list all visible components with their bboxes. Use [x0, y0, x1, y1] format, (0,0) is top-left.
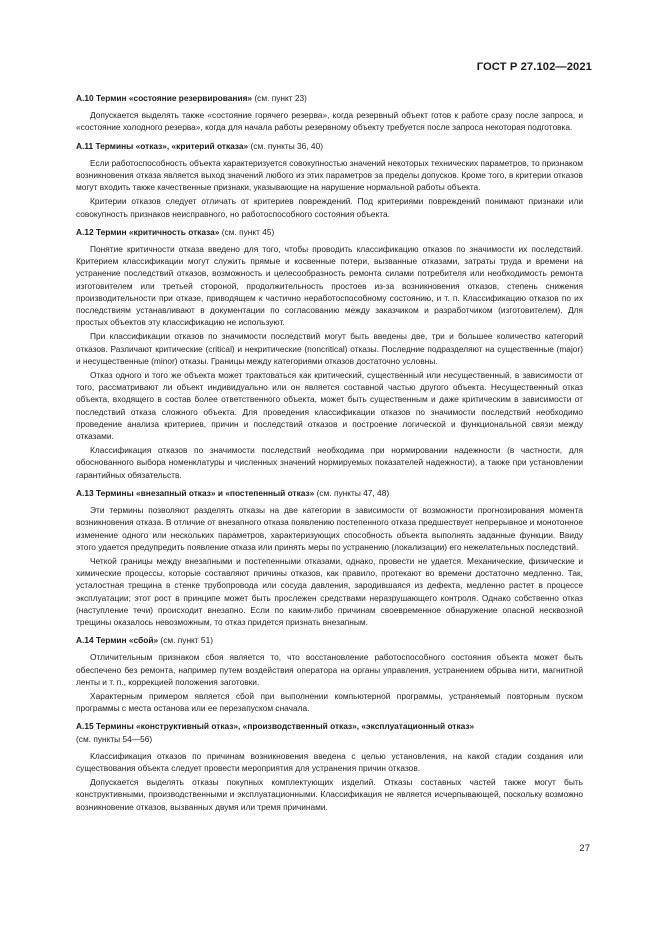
section-a14	[76, 634, 583, 714]
paragraph: Если работоспособность объекта характеризуется совокупностью значений некоторых технических параметров, то признаком возникновения отказа является выход значений любого из этих параметров за пределы допусков. Кроме того, в критерии отказов могут входить также качественные признаки, указывающие на нарушение нормальной работы объекта.	[76, 157, 583, 193]
paragraph: Четкой границы между внезапными и постепенными отказами, однако, провести не удается. Механические, физические и химические процессы, которые составляют причины отказов, как правило, протекают во времени достаточно медленно. Так, усталостная трещина в стенке трубопровода или сосуда давления, зародившаяся из дефекта, медленно растет в процессе эксплуатации; этот рост в принципе может быть прослежен средствами неразрушающего контроля. Однако собственно отказ (наступление течи) происходит внезапно. Если по каким-либо причинам своевременное обнаружение опасной несквозной трещины оказалось невозможным, то отказ придется признать внезапным.	[76, 555, 583, 627]
section-heading	[76, 720, 583, 744]
section-reference: (см. пункты 36, 40)	[248, 140, 323, 151]
section-reference: (см. пункт 45)	[219, 226, 275, 237]
paragraph: Допускается выделять отказы покупных комплектующих изделий. Отказы составных частей также могут быть конструктивными, производственными и эксплуатационными. Классификация не является исчерпывающей, поскольку возможно возникновение отказов, вызванных двумя или тремя причинами.	[76, 777, 583, 812]
section-a13	[76, 487, 583, 628]
paragraph: Критерии отказов следует отличать от критериев повреждений. Под критериями повреждений понимают признаки или совокупность признаков неисправного, но работоспособного состояния объекта.	[76, 196, 583, 219]
section-title: А.11 Термины «отказ», «критерий отказа»	[76, 140, 249, 151]
section-title: А.15 Термины «конструктивный отказ», «производственный отказ», «эксплуатационный отказ»	[76, 721, 475, 732]
document-standard-id: ГОСТ Р 27.102—2021	[476, 61, 592, 73]
paragraph: Понятие критичности отказа введено для того, чтобы проводить классификацию отказов по значимости их последствий. Критерием классификации могут служить прямые и косвенные потери, вызванные отказами, затраты труда и времени на устранение последствий отказов, возможность и целесообразность ремонта силами потребителя или необходимость ремонта изготовителем или третьей стороной, продолжительность простоев из-за возникновения отказов, степень снижения производительности при отказе, приводящем к частично неработоспособному состоянию, и т. п. Классификацию отказов по их последствиям устанавливают в документации по согласованию между заказчиком и разработчиком (изготовителем). Для простых объектов эту классификацию не используют.	[76, 244, 583, 328]
page-number: 27	[579, 843, 590, 854]
paragraph: Отличительным признаком сбоя является то, что восстановление работоспособного состояния объекта может быть обеспечено без ремонта, например путем воздействия оператора на органы управления, устранением обрыва нити, магнитной ленты и т. п., коррекцией положения заготовки.	[76, 652, 583, 687]
paragraph: Классификация отказов по значимости последствий необходима при нормировании надежности (в частности, для обоснованного выбора номенклатуры и численных значений нормируемых показателей надежности), а также при установлении гарантийных обязательств.	[76, 445, 583, 480]
section-title: А.14 Термин «сбой»	[76, 635, 159, 646]
paragraph: Отказ одного и того же объекта может трактоваться как критический, существенный или несущественный, в зависимости от того, рассматривают ли объект индивидуально или он является составной частью другого объекта. Несущественный отказ объекта, входящего в состав более ответственного объекта, может быть существенным и даже критическим в зависимости от последствий отказа сложного объекта. Для проведения классификации отказов по значимости последствий необходимо проведение анализа критериев, причин и последствий отказов и построение логической и функциональной связи между отказами.	[76, 370, 583, 442]
section-heading	[76, 487, 583, 499]
section-reference: (см. пункт 51)	[158, 635, 213, 646]
section-title: А.13 Термины «внезапный отказ» и «постепенный отказ»	[76, 487, 315, 498]
section-heading	[76, 140, 583, 152]
section-heading	[76, 226, 583, 238]
section-reference: (см. пункты 47, 48)	[314, 487, 390, 498]
paragraph: Эти термины позволяют разделять отказы на две категории в зависимости от возможности прогнозирования момента возникновения отказа. В отличие от внезапного отказа появлению постепенного отказа предшествует непрерывное и монотонное изменение одного или нескольких параметров, характеризующих способность объекта выполнять заданные функции. Ввиду этого удается предупредить появление отказа или принять меры по устранению (локализации) его нежелательных последствий.	[76, 505, 583, 552]
paragraph: Допускается выделять также «состояние горячего резерва», когда резервный объект готов к работе сразу после запроса, и «состояние холодного резерва», когда для начала работы резервному объекту требуется после запроса некоторая подготовка.	[76, 110, 583, 133]
section-heading	[76, 92, 583, 104]
section-a10	[76, 92, 583, 134]
section-a15	[76, 720, 583, 812]
paragraph: Характерным примером является сбой при выполнении компьютерной программы, устраняемый повторным пуском программы с места останова или ее перезапуском сначала.	[76, 690, 583, 714]
paragraph: Классификация отказов по причинам возникновения введена с целью установления, на какой стадии создания или существования объекта следует провести мероприятия для устранения причин отказов.	[76, 750, 583, 773]
section-a12	[76, 226, 583, 481]
section-heading	[76, 634, 583, 646]
section-a11	[76, 140, 583, 220]
section-title: А.10 Термин «состояние резервирования»	[76, 93, 253, 103]
paragraph: При классификации отказов по значимости последствий могут быть введены две, три и большее количество категорий отказов. Различают критические (critical) и некритические (noncritical) отказы. Последние подразделяют на существенные (major) и несущественные (minor) отказы. Границы между категориями отказов достаточно условны.	[76, 331, 583, 366]
section-reference: (см. пункты 54—56)	[76, 733, 153, 744]
section-title: А.12 Термин «критичность отказа»	[76, 226, 220, 237]
section-reference: (см. пункт 23)	[252, 93, 307, 103]
document-body	[76, 92, 583, 813]
